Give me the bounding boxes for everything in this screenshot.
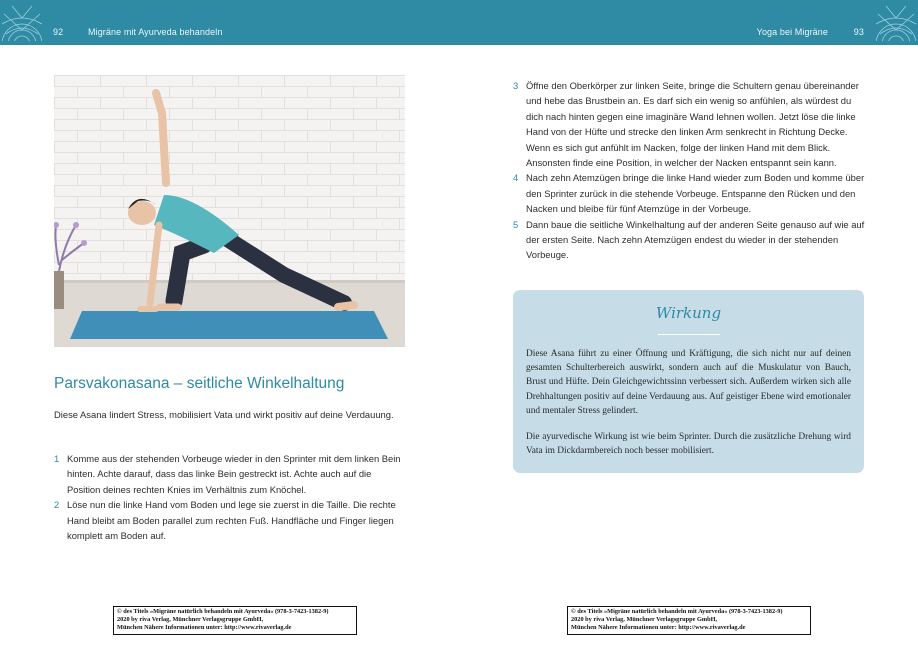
copyright-notice-left xyxy=(113,606,357,635)
section-title: Parsvakonasana – seitliche Winkelhaltung xyxy=(54,375,345,392)
mandala-ornament-icon xyxy=(2,4,42,41)
copyright-line: München Nähere Informationen unter: http://www.rivaverlag.de xyxy=(571,624,746,632)
mandala-ornament-icon xyxy=(876,4,916,41)
step-number: 4 xyxy=(513,172,519,184)
effect-box-title: Wirkung xyxy=(655,304,722,322)
step-text: Nach zehn Atemzügen bringe die linke Hand wieder zum Boden und komme über den Sprinter zurück in die stehende Vorbeuge. Entspanne den Rücken und den Nacken und bleibe für fünf Atemzüge in der Vorbeuge. xyxy=(526,172,865,215)
steps-list-left xyxy=(54,451,406,543)
step-item xyxy=(54,497,406,543)
step-text: Löse nun die linke Hand vom Boden und lege sie zuerst in die Taille. Die rechte Hand bleibt am Boden parallel zum rechten Fuß. Handfläche und Finger liegen komplett am Boden auf. xyxy=(67,499,396,542)
copyright-notice-right xyxy=(567,606,811,635)
left-running-title: Migräne mit Ayurveda behandeln xyxy=(88,27,223,37)
copyright-line: © des Titels »Migräne natürlich behandeln mit Ayurveda« (978-3-7423-1382-9) xyxy=(117,608,329,615)
step-number: 5 xyxy=(513,218,519,230)
step-item xyxy=(54,451,406,497)
copyright-line: 2020 by riva Verlag, Münchner Verlagsgruppe GmbH, xyxy=(117,616,264,624)
step-item xyxy=(513,170,865,216)
left-page-number: 92 xyxy=(53,27,64,37)
effect-paragraph-2: Die ayurvedische Wirkung ist wie beim Sprinter. Durch die zusätzliche Drehung wird Vata im Dickdarmbereich noch besser mobilisiert. xyxy=(526,432,851,457)
step-item xyxy=(513,217,865,263)
yoga-photo-illustration xyxy=(54,75,405,347)
copyright-line: 2020 by riva Verlag, Münchner Verlagsgruppe GmbH, xyxy=(571,616,718,624)
step-text: Öffne den Oberkörper zur linken Seite, bringe die Schultern genau übereinander und hebe das Brustbein an. Es darf sich ein wenig so anfühlen, als würdest du dich nach hinten gegen eine imaginäre Wand lehnen wollen. Jetzt löse die linke Hand von der Hüfte und strecke den linken Arm senkrecht in Richtung Decke. Wenn es sich gut anfühlt im Nacken, folge der linken Hand mit dem Blick. Ansonsten finde eine Position, in welcher der Nacken entspannt sein kann. xyxy=(526,80,859,169)
title-divider xyxy=(658,334,720,335)
step-number: 1 xyxy=(54,453,60,464)
effect-paragraph-1: Diese Asana führt zu einer Öffnung und Kräftigung, die sich nicht nur auf deinen gesamten Schulterbereich auswirkt, sondern auch auf die Muskulatur von Bauch, Brust und Hüfte. Dein Gleichgewichtssinn verbessert sich. Außerdem wirken sich alle Drehhaltungen positiv auf deine Verdauung aus. Auf geistiger Ebene wird emotionaler und mentaler Stress gelindert. xyxy=(526,349,851,416)
copyright-line: München Nähere Informationen unter: http://www.rivaverlag.de xyxy=(117,624,292,632)
effect-info-box xyxy=(513,290,864,473)
step-text: Dann baue die seitliche Winkelhaltung auf der anderen Seite genauso auf wie auf der ersten Seite. Nach zehn Atemzügen endest du wieder in der stehenden Vorbeuge. xyxy=(526,218,865,261)
right-running-title: Yoga bei Migräne xyxy=(756,27,828,37)
step-text: Komme aus der stehenden Vorbeuge wieder in den Sprinter mit dem linken Bein hinten. Achte darauf, dass das linke Bein gestreckt ist. Achte auch auf die Position deines rechten Knies im Verhältnis zum Knöchel. xyxy=(67,453,401,495)
step-number: 2 xyxy=(54,499,60,511)
page-header-band xyxy=(0,0,918,45)
steps-list-right xyxy=(513,78,865,263)
section-intro: Diese Asana lindert Stress, mobilisiert Vata und wirkt positiv auf deine Verdauung. xyxy=(54,409,394,420)
step-number: 3 xyxy=(513,80,519,91)
yoga-pose-photo xyxy=(54,75,405,347)
step-item xyxy=(513,78,865,170)
copyright-line: © des Titels »Migräne natürlich behandeln mit Ayurveda« (978-3-7423-1382-9) xyxy=(571,608,783,615)
right-page-number: 93 xyxy=(853,27,864,37)
